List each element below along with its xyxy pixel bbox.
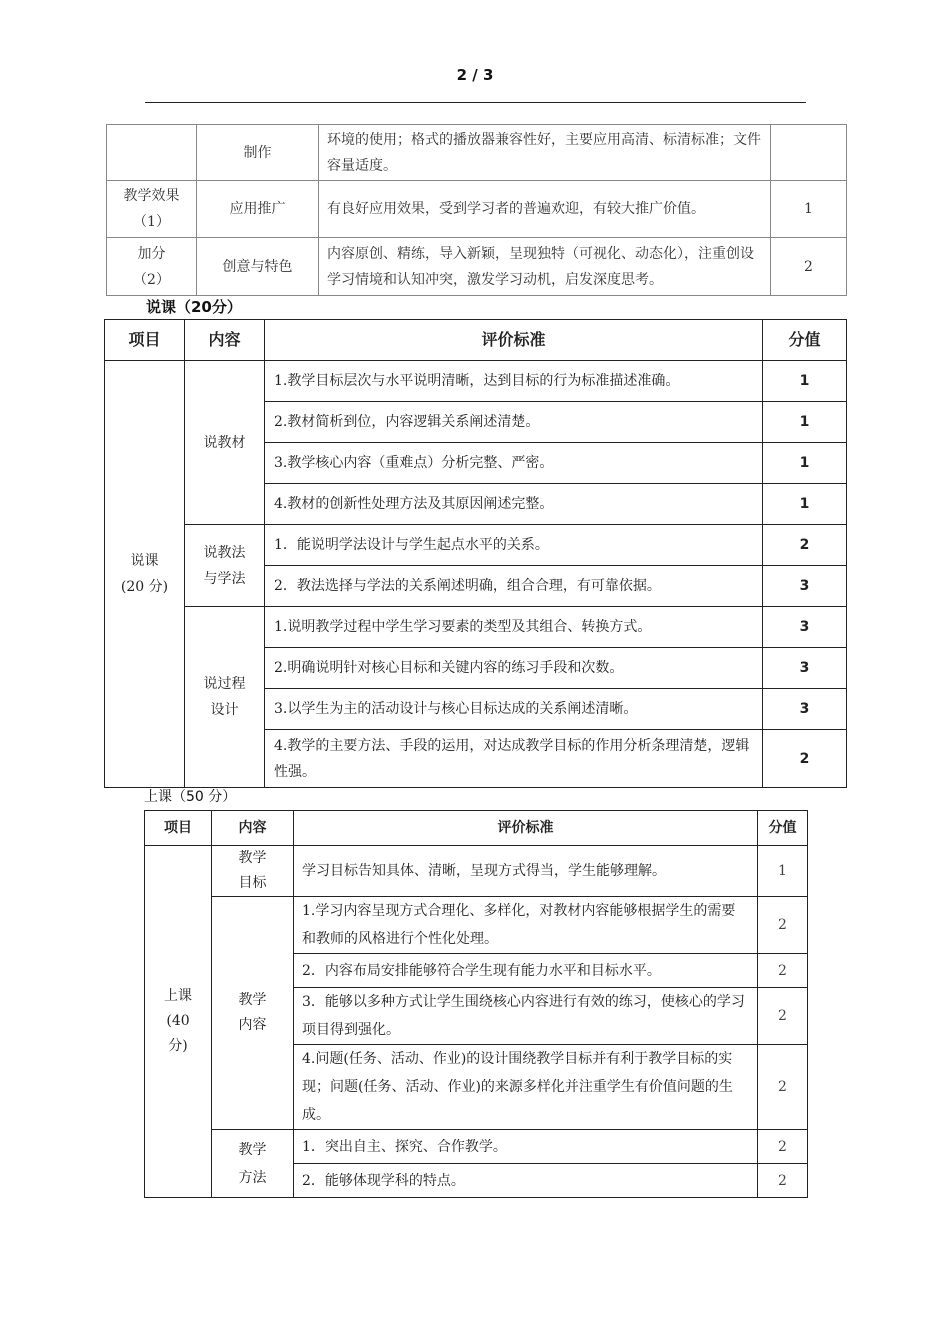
standard-cell: 1.说明教学过程中学生学习要素的类型及其组合、转换方式。	[265, 607, 763, 648]
table-row	[107, 125, 847, 181]
score-cell: 3	[763, 648, 847, 689]
table-row	[105, 361, 847, 402]
section-title-shangke: 上课（50 分）	[144, 789, 237, 805]
table-row	[107, 238, 847, 296]
score-cell: 2	[763, 525, 847, 566]
shangke-table	[144, 810, 808, 1198]
evaluation-table-continued	[106, 124, 847, 296]
table-row	[105, 525, 847, 566]
standard-cell: 1．能说明学法设计与学生起点水平的关系。	[265, 525, 763, 566]
score-cell: 2	[758, 988, 808, 1045]
standard-cell: 2．能够体现学科的特点。	[294, 1164, 758, 1198]
section-title-shuoke: 说课（20分）	[146, 298, 242, 316]
standard-cell: 1.学习内容呈现方式合理化、多样化，对教材内容能够根据学生的需要和教师的风格进行个性化处理。	[294, 897, 758, 954]
standard-cell: 3.教学核心内容（重难点）分析完整、严密。	[265, 443, 763, 484]
content-cell: 说过程 设计	[185, 607, 265, 788]
score-cell: 2	[758, 1045, 808, 1130]
score-cell: 2	[763, 730, 847, 788]
score-cell: 2	[758, 1130, 808, 1164]
standard-cell: 1．突出自主、探究、合作教学。	[294, 1130, 758, 1164]
score-cell: 2	[758, 897, 808, 954]
content-cell: 教学 目标	[212, 846, 294, 897]
content-cell: 教学 内容	[212, 897, 294, 1130]
header-standard: 评价标准	[294, 811, 758, 846]
content-cell: 说教法 与学法	[185, 525, 265, 607]
header-item: 项目	[145, 811, 212, 846]
content-cell: 说教材	[185, 361, 265, 525]
item-cell: 教学效果 （1）	[107, 181, 197, 238]
sub-item-cell: 制作	[197, 125, 319, 181]
standard-cell: 环境的使用；格式的播放器兼容性好，主要应用高清、标清标准；文件容量适度。	[319, 125, 771, 181]
score-cell: 2	[758, 954, 808, 988]
score-cell: 3	[763, 689, 847, 730]
table-row	[145, 897, 808, 954]
standard-cell: 2.教材简析到位，内容逻辑关系阐述清楚。	[265, 402, 763, 443]
item-cell: 加分 （2）	[107, 238, 197, 296]
shuoke-table	[104, 319, 847, 788]
table-row	[105, 607, 847, 648]
header-row	[105, 320, 847, 361]
item-cell: 上课 (40 分)	[145, 846, 212, 1198]
table-row	[145, 1130, 808, 1164]
standard-cell: 3.以学生为主的活动设计与核心目标达成的关系阐述清晰。	[265, 689, 763, 730]
header-row	[145, 811, 808, 846]
standard-cell: 1.教学目标层次与水平说明清晰，达到目标的行为标准描述准确。	[265, 361, 763, 402]
standard-cell: 3．能够以多种方式让学生围绕核心内容进行有效的练习，使核心的学习项目得到强化。	[294, 988, 758, 1045]
sub-item-cell: 创意与特色	[197, 238, 319, 296]
standard-cell: 4.问题(任务、活动、作业)的设计围绕教学目标并有利于教学目标的实现；问题(任务、活动、作业)的来源多样化并注重学生有价值问题的生成。	[294, 1045, 758, 1130]
header-score: 分值	[763, 320, 847, 361]
standard-cell: 2．内容布局安排能够符合学生现有能力水平和目标水平。	[294, 954, 758, 988]
header-content: 内容	[212, 811, 294, 846]
standard-cell: 4.教学的主要方法、手段的运用，对达成教学目标的作用分析条理清楚，逻辑性强。	[265, 730, 763, 788]
standard-cell: 内容原创、精练，导入新颖，呈现独特（可视化、动态化），注重创设学习情境和认知冲突，激发学习动机，启发深度思考。	[319, 238, 771, 296]
page-number: 2 / 3	[456, 66, 494, 84]
standard-cell: 有良好应用效果，受到学习者的普遍欢迎，有较大推广价值。	[319, 181, 771, 238]
score-cell: 1	[758, 846, 808, 897]
score-cell: 3	[763, 566, 847, 607]
header-rule	[145, 102, 806, 103]
score-cell: 3	[763, 607, 847, 648]
standard-cell: 2.明确说明针对核心目标和关键内容的练习手段和次数。	[265, 648, 763, 689]
table-row	[107, 181, 847, 238]
score-cell: 2	[771, 238, 847, 296]
score-cell: 1	[763, 484, 847, 525]
score-cell	[771, 125, 847, 181]
sub-item-cell: 应用推广	[197, 181, 319, 238]
standard-cell: 2．教法选择与学法的关系阐述明确，组合合理，有可靠依据。	[265, 566, 763, 607]
header-standard: 评价标准	[265, 320, 763, 361]
standard-cell: 学习目标告知具体、清晰，呈现方式得当，学生能够理解。	[294, 846, 758, 897]
header-content: 内容	[185, 320, 265, 361]
score-cell: 1	[763, 443, 847, 484]
item-cell: 说课 (20 分)	[105, 361, 185, 788]
table-row	[145, 846, 808, 897]
standard-cell: 4.教材的创新性处理方法及其原因阐述完整。	[265, 484, 763, 525]
score-cell: 1	[763, 402, 847, 443]
item-cell	[107, 125, 197, 181]
content-cell: 教学 方法	[212, 1130, 294, 1198]
score-cell: 1	[763, 361, 847, 402]
header-item: 项目	[105, 320, 185, 361]
score-cell: 2	[758, 1164, 808, 1198]
header-score: 分值	[758, 811, 808, 846]
score-cell: 1	[771, 181, 847, 238]
